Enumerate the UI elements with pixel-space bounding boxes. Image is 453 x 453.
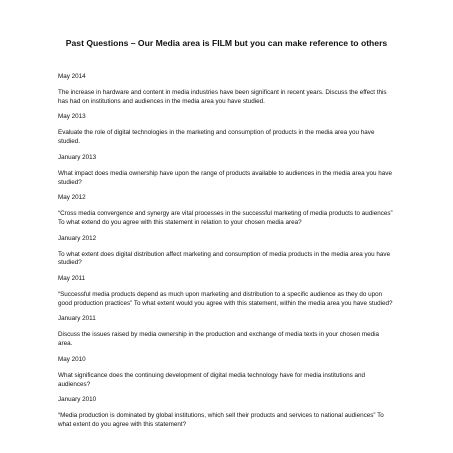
question-text: The increase in hardware and content in media industries have been significant in recent years. Discuss the effect this has had on institutions and audiences in the media area you have studied.	[58, 89, 387, 105]
question-date: May 2014	[58, 73, 86, 80]
question-entry-may-2014	[58, 73, 395, 106]
question-text: What significance does the continuing development of digital media technology have for media institutions and audiences?	[58, 371, 365, 388]
question-text: Discuss the issues raised by media ownership in the production and exchange of media texts in your chosen media area.	[58, 331, 379, 348]
question-entry-january-2011	[58, 315, 395, 348]
question-text: “Media production is dominated by global institutions, which sell their products and services to national audiences” To what extent do you agree with this statement?	[58, 412, 384, 428]
question-entry-may-2010	[58, 356, 395, 389]
question-date: May 2012	[58, 194, 86, 202]
question-text: “Successful media products depend as much upon marketing and distribution to a specific audience as they do upon good production practices” To what extent would you agree with this statement, within the media area you have studied?	[58, 291, 393, 307]
question-entry-january-2010	[58, 396, 395, 429]
question-date: May 2011	[58, 275, 86, 283]
question-text: To what extent does digital distribution affect marketing and consumption of media products in the media area you have studied?	[58, 250, 391, 267]
question-date: January 2010	[58, 396, 97, 404]
question-text: Evaluate the role of digital technologies in the marketing and consumption of products in the media area you have studied.	[58, 129, 375, 146]
question-entry-january-2013	[58, 154, 395, 187]
question-entry-january-2012	[58, 235, 395, 268]
question-text: “Cross media convergence and synergy are vital processes in the successful marketing of media products to audiences” To what extend do you agree with this statement in relation to your chosen media area?	[58, 210, 393, 226]
question-date: January 2011	[58, 315, 96, 323]
question-entry-may-2013	[58, 113, 395, 146]
question-text: What impact does media ownership have upon the range of products available to audiences in the media area you have studied?	[58, 169, 392, 186]
document-title: Past Questions – Our Media area is FILM but you can make reference to others	[65, 38, 388, 48]
question-date: January 2013	[58, 153, 97, 161]
question-date: May 2013	[58, 113, 86, 121]
question-entry-may-2012	[58, 194, 395, 227]
question-date: January 2012	[58, 234, 97, 242]
question-entry-may-2011	[58, 275, 395, 308]
question-date: May 2010	[58, 355, 86, 363]
